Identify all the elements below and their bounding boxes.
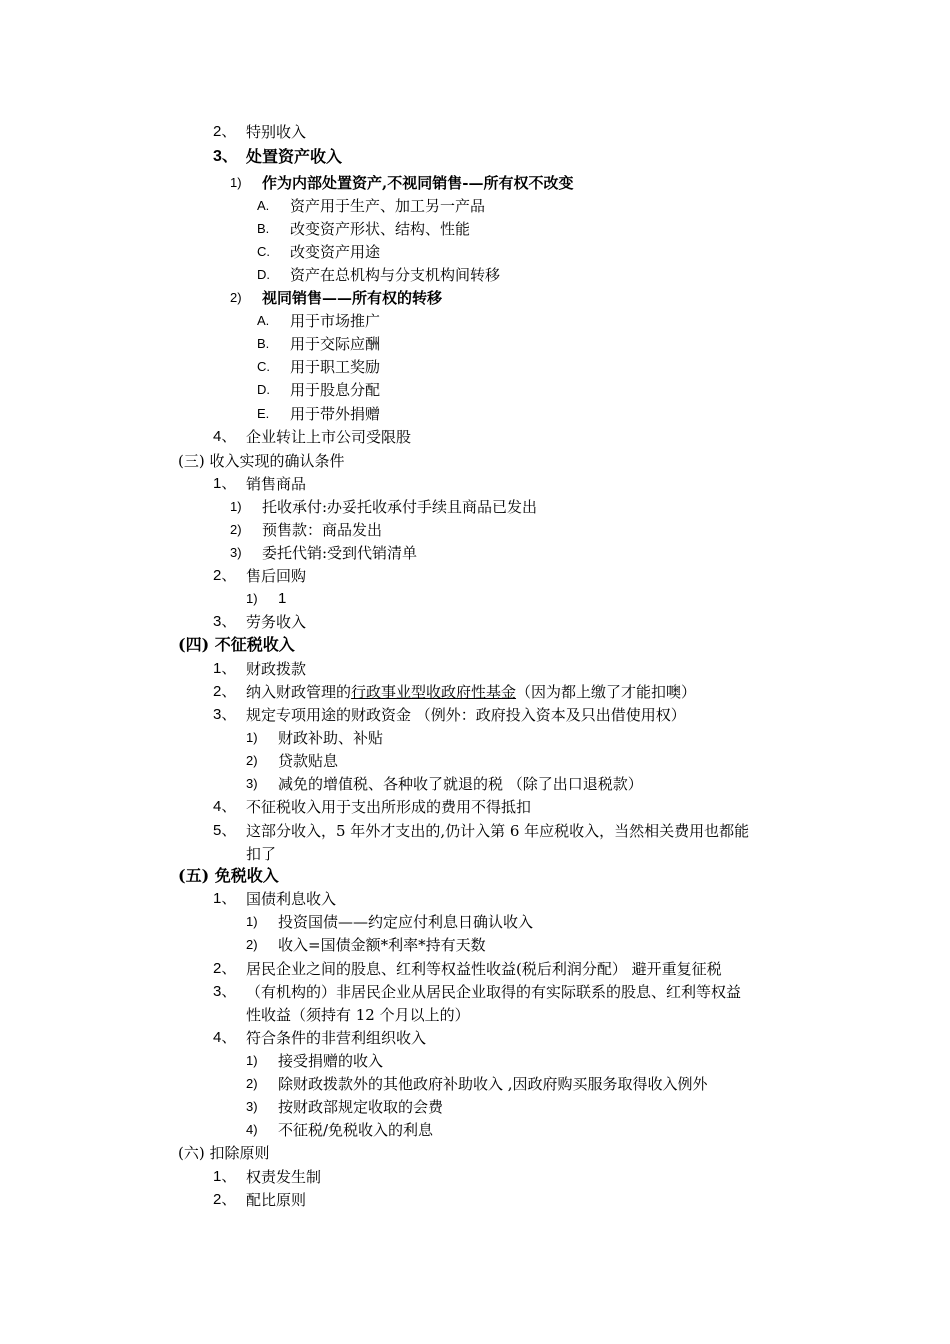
list-text: 预售款：商品发出 [262,521,383,539]
list-number: 2、 [213,123,237,140]
list-number: 3、 [213,148,238,165]
list-text: 视同销售——所有权的转移 [262,289,443,307]
list-letter: D. [257,382,270,397]
list-text: 作为内部处置资产,不视同销售-—所有权不改变 [262,174,574,192]
list-letter: A. [257,313,270,328]
list-text: 委托代销:受到代销清单 [262,544,418,562]
list-text: 接受捐赠的收入 [278,1052,384,1070]
list-number: 2) [246,937,258,952]
list-text: 性收益（须持有 12 个月以上的） [246,1006,470,1024]
list-text: 不征税收入用于支出所形成的费用不得抵扣 [246,798,532,816]
list-number: 2、 [213,1191,237,1208]
section-title: (三) 收入实现的确认条件 [178,452,345,470]
list-number: 2、 [213,567,237,584]
list-text: 配比原则 [246,1191,307,1209]
list-letter: D. [257,267,270,282]
list-number: 3、 [213,983,237,1000]
list-text-pre: 纳入财政管理的 [246,683,352,701]
list-number: 1、 [213,660,237,677]
list-text: 售后回购 [246,567,307,585]
list-number: 3) [246,1099,258,1114]
list-number: 2) [230,290,242,305]
list-text: 除财政拨款外的其他政府补助收入 ,因政府购买服务取得收入例外 [278,1075,708,1093]
list-number: 5、 [213,822,237,839]
list-text: 特别收入 [246,123,307,141]
list-number: 3、 [213,613,237,630]
list-number: 2、 [213,683,237,700]
list-text: 劳务收入 [246,613,307,631]
list-text: 改变资产形状、结构、性能 [290,220,471,238]
list-letter: B. [257,221,270,236]
list-number: 1) [230,499,242,514]
list-text: 托收承付:办妥托收承付手续且商品已发出 [262,498,538,516]
list-number: 4) [246,1122,258,1137]
list-number: 3) [246,776,258,791]
list-text: 收入=国债金额*利率*持有天数 [278,936,486,954]
list-text: 1 [278,590,287,607]
list-text: 扣了 [246,845,277,863]
list-text: 用于股息分配 [290,381,381,399]
list-number: 1) [246,1053,258,1068]
list-number: 1) [246,591,258,606]
heading-text: 处置资产收入 [246,147,343,166]
list-text: 用于交际应酬 [290,335,381,353]
list-text: 贷款贴息 [278,752,339,770]
list-text: 符合条件的非营利组织收入 [246,1029,427,1047]
list-letter: C. [257,359,270,374]
list-text: 用于带外捐赠 [290,405,381,423]
list-text: 规定专项用途的财政资金 （例外：政府投入资本及只出借使用权） [246,706,686,724]
list-number: 1、 [213,1168,237,1185]
list-text: （有机构的）非居民企业从居民企业取得的有实际联系的股息、红利等权益 [246,983,742,1001]
list-text: 改变资产用途 [290,243,381,261]
list-number: 4、 [213,1029,237,1046]
list-text: 资产在总机构与分支机构间转移 [290,266,501,284]
list-text: 国债利息收入 [246,890,337,908]
list-number: 1) [246,730,258,745]
list-number: 2) [246,753,258,768]
list-letter: E. [257,406,270,421]
list-text: 这部分收入，5 年外才支出的,仍计入第 6 年应税收入，当然相关费用也都能 [246,822,750,840]
list-text: 企业转让上市公司受限股 [246,428,412,446]
list-text: 资产用于生产、加工另一产品 [290,197,486,215]
list-text-post: （因为都上缴了才能扣噢） [516,683,697,701]
list-text: 投资国债——约定应付利息日确认收入 [278,913,534,931]
list-number: 4、 [213,798,237,815]
list-text: 减免的增值税、各种收了就退的税 （除了出口退税款） [278,775,643,793]
list-letter: B. [257,336,270,351]
list-text: 用于市场推广 [290,312,381,330]
list-number: 2、 [213,960,237,977]
list-text: 用于职工奖励 [290,358,381,376]
list-text: 按财政部规定收取的会费 [278,1098,444,1116]
list-number: 3) [230,545,242,560]
section-title: (六) 扣除原则 [178,1144,270,1162]
list-text: 财政补助、补贴 [278,729,384,747]
section-title: (五) 免税收入 [178,866,279,885]
list-number: 3、 [213,706,237,723]
underlined-term: 行政事业型收政府性基金 [351,683,517,701]
list-number: 1) [246,914,258,929]
list-text [246,682,696,702]
list-number: 2) [246,1076,258,1091]
list-letter: A. [257,198,270,213]
list-number: 1) [230,175,242,190]
list-number: 4、 [213,428,237,445]
list-text: 权责发生制 [246,1168,322,1186]
list-number: 2) [230,522,242,537]
list-letter: C. [257,244,270,259]
list-text: 居民企业之间的股息、红利等权益性收益(税后利润分配） 避开重复征税 [246,960,722,978]
list-text: 财政拨款 [246,660,307,678]
list-text: 销售商品 [246,475,307,493]
list-text: 不征税/免税收入的利息 [278,1121,434,1139]
list-number: 1、 [213,890,237,907]
list-number: 1、 [213,475,237,492]
section-title: (四) 不征税收入 [178,635,295,654]
